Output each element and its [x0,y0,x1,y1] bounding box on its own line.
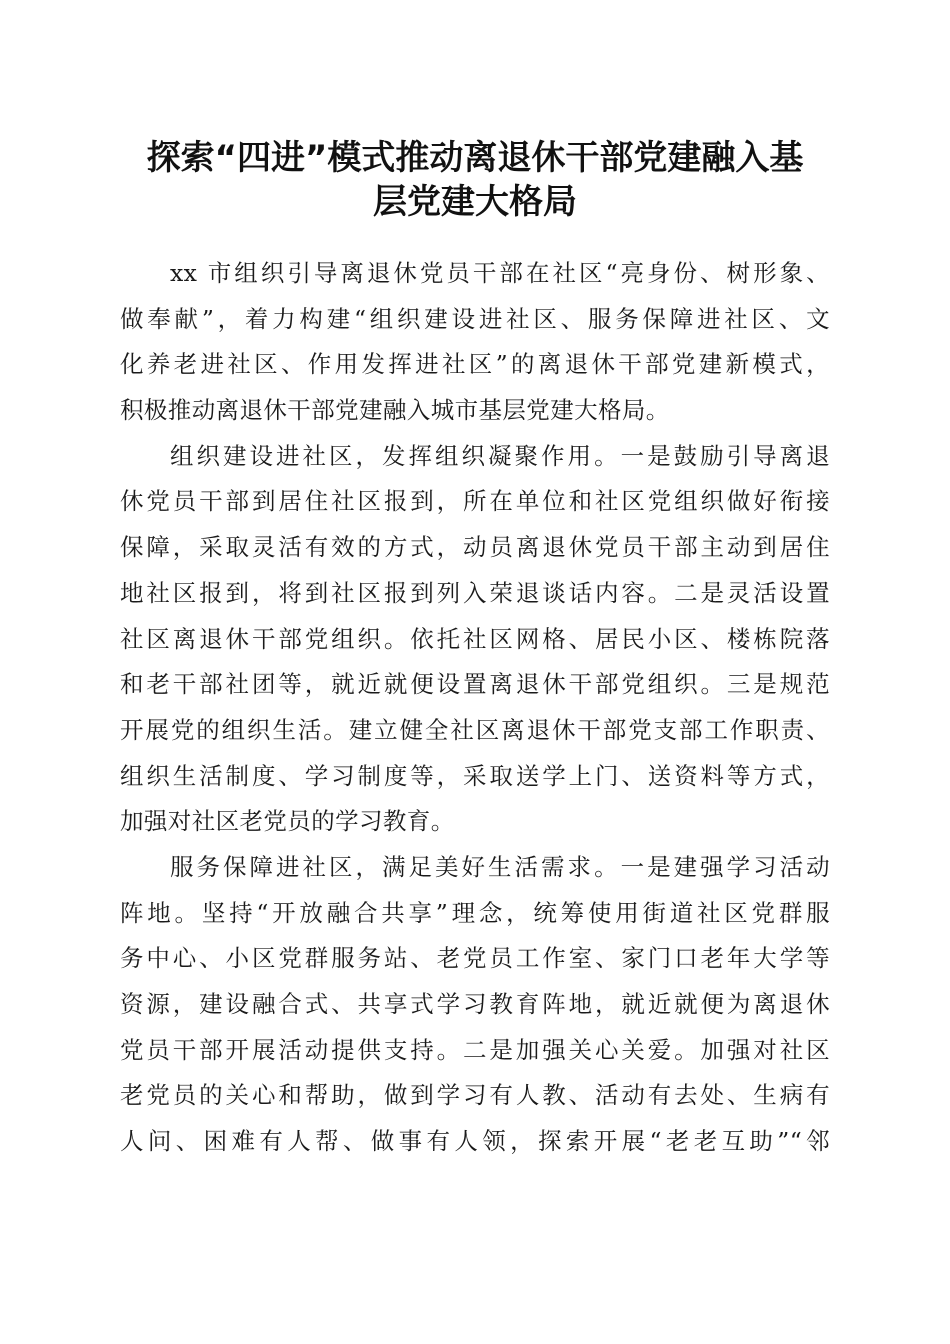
text-line: 组织建设进社区，发挥组织凝聚作用。一是鼓励引导离退 [170,441,830,470]
text-line: 做奉献”，着力构建“组织建设进社区、服务保障进社区、文 [120,304,830,333]
text-line: 资源，建设融合式、共享式学习教育阵地，就近就便为离退休 [120,990,830,1018]
text-line: 地社区报到，将到社区报到列入荣退谈话内容。二是灵活设置 [120,578,830,607]
text-line: xx 市组织引导离退休党员干部在社区“亮身份、树形象、 [170,259,830,287]
document-title [100,136,850,224]
text-line: 老党员的关心和帮助，做到学习有人教、活动有去处、生病有 [120,1081,830,1110]
text-line: 组织生活制度、学习制度等，采取送学上门、送资料等方式， [120,761,830,790]
text-line: 人问、困难有人帮、做事有人领，探索开展“老老互助”“邻 [120,1127,830,1156]
text-line: 加强对社区老党员的学习教育。 [120,807,455,836]
text-line: 和老干部社团等，就近就便设置离退休干部党组织。三是规范 [120,670,830,699]
text-line: 保障，采取灵活有效的方式，动员离退休党员干部主动到居住 [120,533,830,562]
text-line: 休党员干部到居住社区报到，所在单位和社区党组织做好衔接 [120,487,830,516]
text-line: 积极推动离退休干部党建融入城市基层党建大格局。 [120,396,670,425]
document-body [120,251,830,1165]
title-line-1: 探索“四进”模式推动离退休干部党建融入基 [146,138,804,178]
text-line: 开展党的组织生活。建立健全社区离退休干部党支部工作职责、 [120,715,830,744]
text-line: 务中心、小区党群服务站、老党员工作室、家门口老年大学等 [120,944,830,973]
text-line: 阵地。坚持“开放融合共享”理念，统筹使用街道社区党群服 [120,898,830,927]
text-line: 党员干部开展活动提供支持。二是加强关心关爱。加强对社区 [120,1035,830,1064]
title-line-2: 层党建大格局 [373,182,577,222]
paragraph-intro [120,251,830,434]
text-line: 化养老进社区、作用发挥进社区”的离退休干部党建新模式， [120,350,830,379]
text-line: 服务保障进社区，满足美好生活需求。一是建强学习活动 [170,852,830,881]
paragraph-service [120,845,830,1165]
paragraph-organization [120,434,830,845]
text-line: 社区离退休干部党组织。依托社区网格、居民小区、楼栋院落 [120,624,830,653]
